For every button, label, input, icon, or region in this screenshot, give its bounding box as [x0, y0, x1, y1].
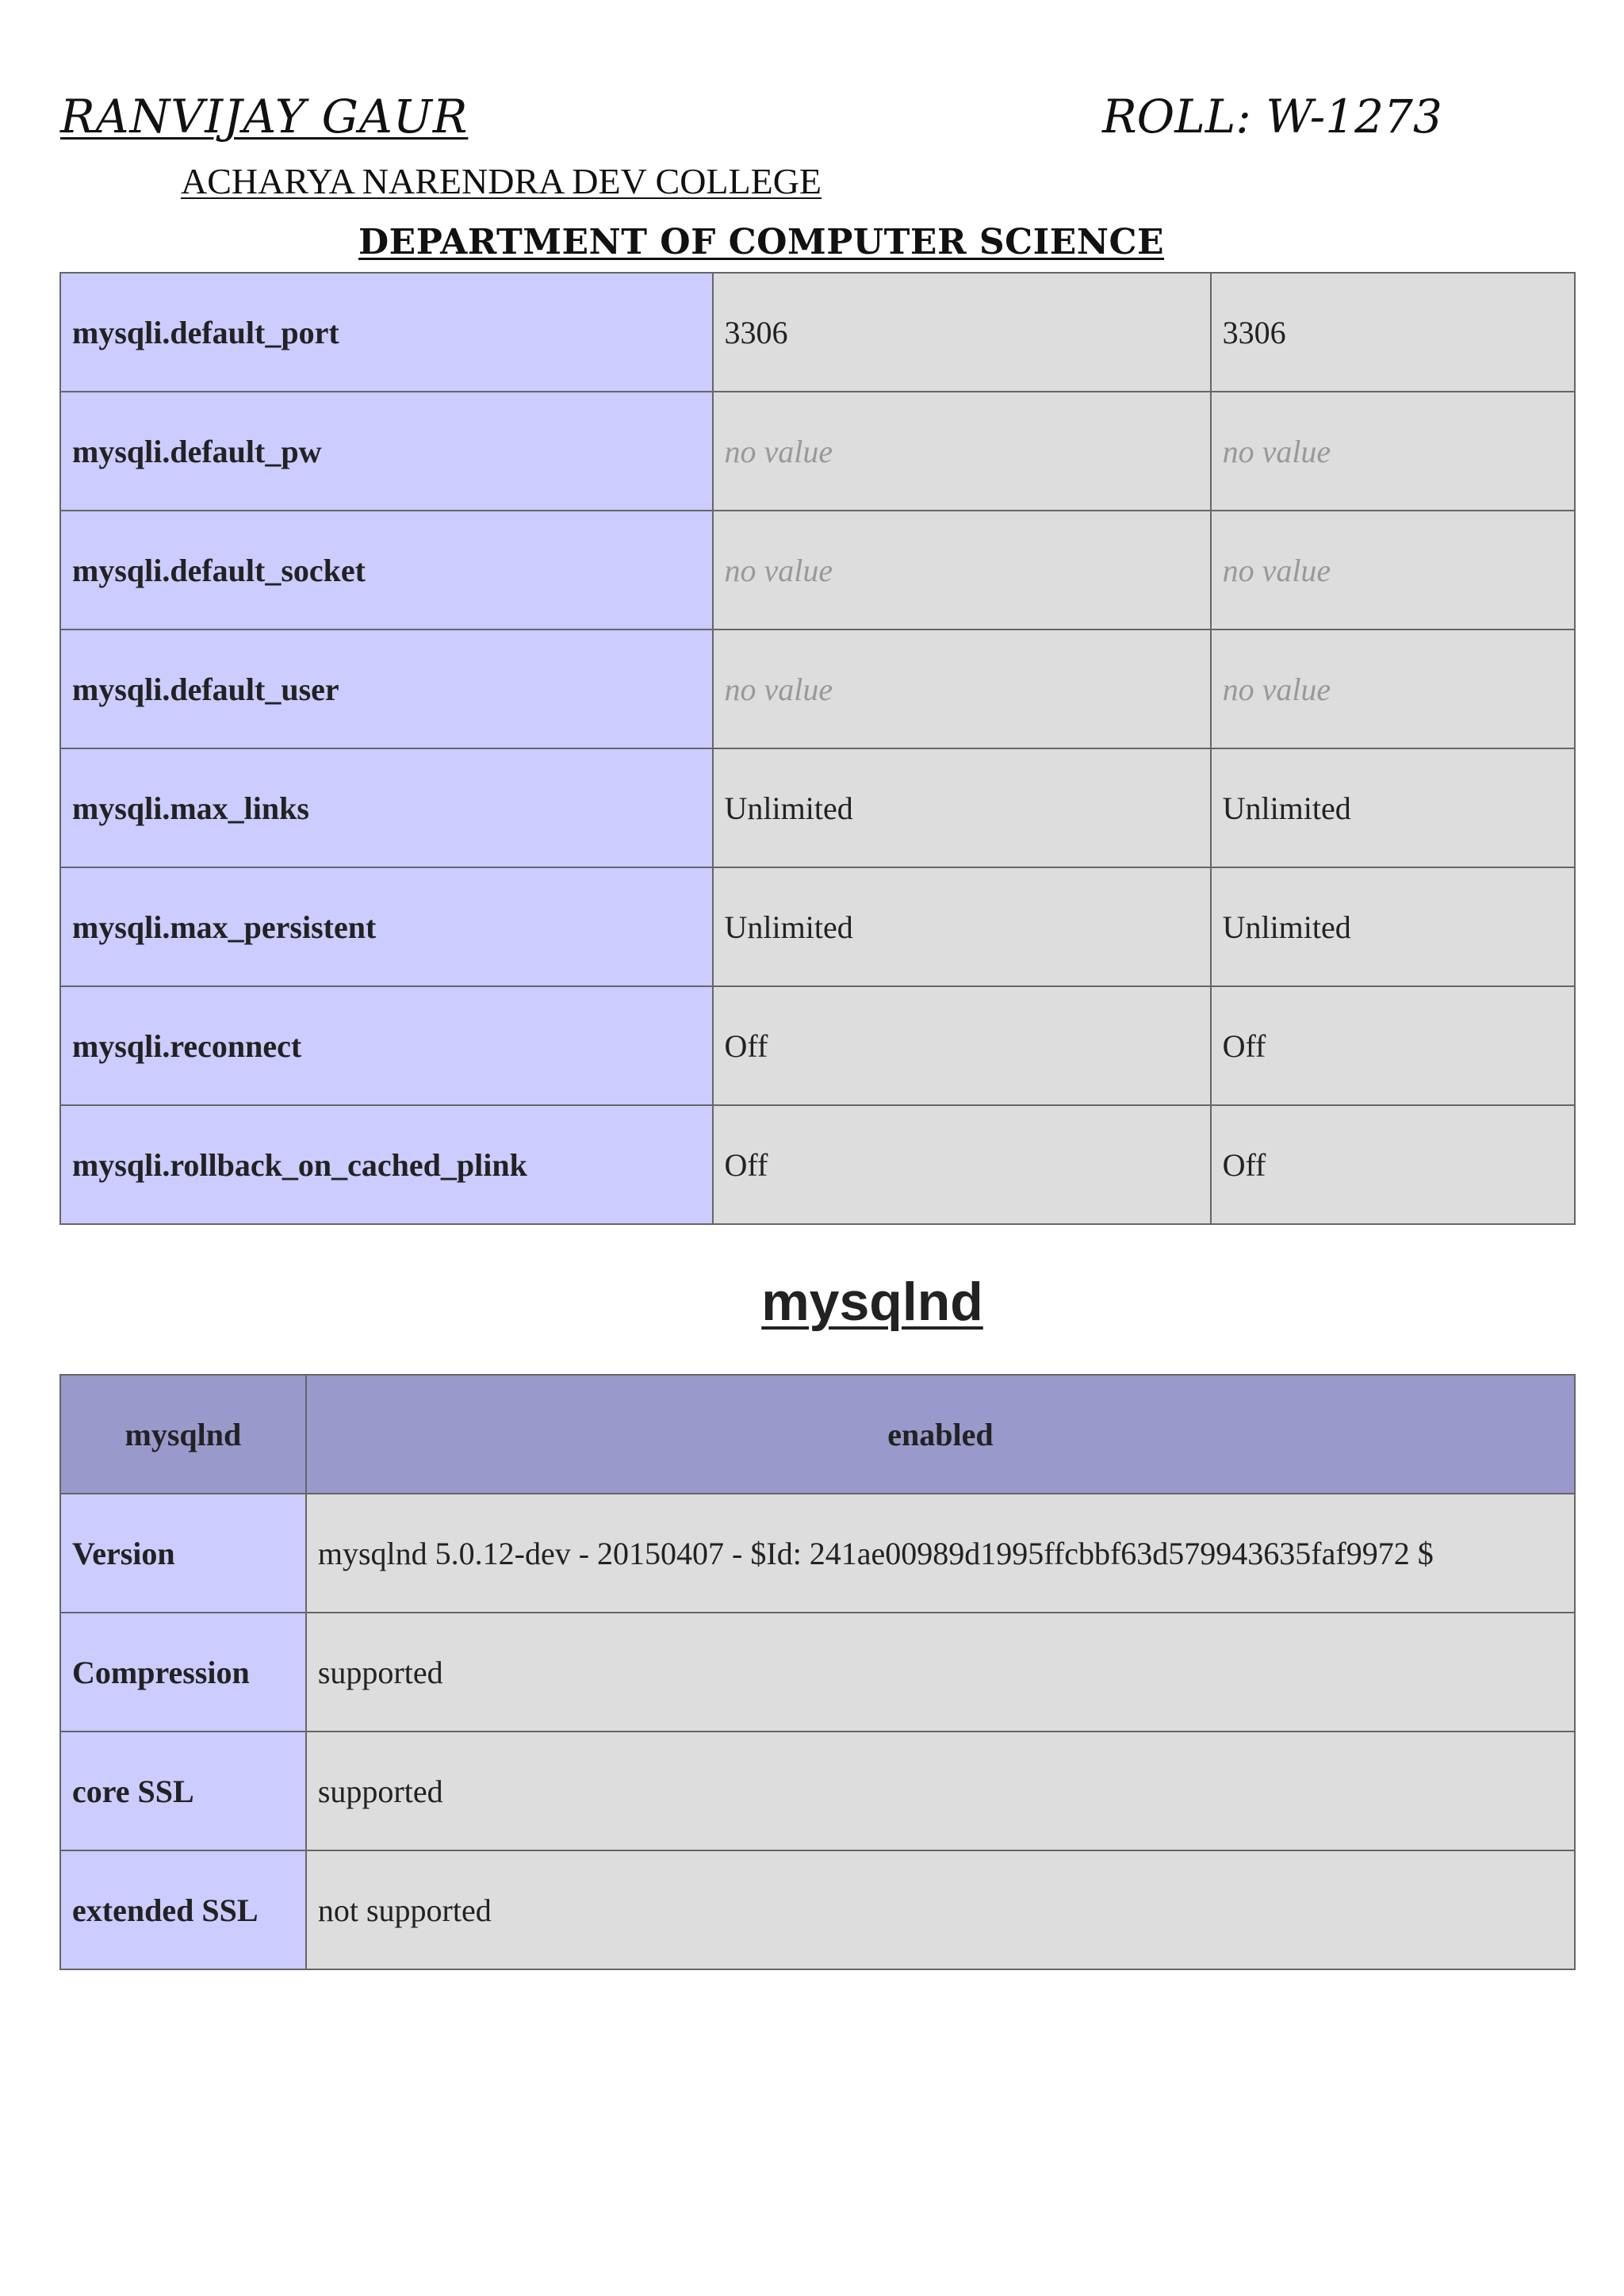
directive-name: mysqli.default_port — [60, 273, 713, 392]
row-value: mysqlnd 5.0.12-dev - 20150407 - $Id: 241ae00989d1995ffcbbf63d579943635faf9972 $ — [306, 1494, 1575, 1613]
header-key: mysqlnd — [60, 1375, 306, 1494]
directive-name: mysqli.rollback_on_cached_plink — [60, 1105, 713, 1224]
table-row — [60, 1105, 1575, 1224]
table-row — [60, 748, 1575, 867]
local-value: no value — [713, 629, 1211, 748]
table-row — [60, 511, 1575, 629]
mysqli-directives-table — [59, 272, 1576, 1225]
local-value: Off — [713, 986, 1211, 1105]
table-row — [60, 392, 1575, 511]
table-row — [60, 867, 1575, 986]
row-key: core SSL — [60, 1732, 306, 1850]
local-value: no value — [713, 511, 1211, 629]
header-value: enabled — [306, 1375, 1575, 1494]
table-header-row — [60, 1375, 1575, 1494]
row-key: Version — [60, 1494, 306, 1613]
local-value: 3306 — [713, 273, 1211, 392]
directive-name: mysqli.default_user — [60, 629, 713, 748]
table-row — [60, 1613, 1575, 1732]
local-value: no value — [713, 392, 1211, 511]
directive-name: mysqli.max_links — [60, 748, 713, 867]
directive-name: mysqli.max_persistent — [60, 867, 713, 986]
local-value: Unlimited — [713, 867, 1211, 986]
master-value: Off — [1211, 986, 1575, 1105]
master-value: no value — [1211, 629, 1575, 748]
table-row — [60, 1850, 1575, 1969]
master-value: no value — [1211, 392, 1575, 511]
directive-name: mysqli.default_socket — [60, 511, 713, 629]
master-value: Off — [1211, 1105, 1575, 1224]
table-row — [60, 986, 1575, 1105]
row-key: Compression — [60, 1613, 306, 1732]
mysqlnd-section-title: mysqlnd — [761, 1272, 983, 1332]
local-value: Unlimited — [713, 748, 1211, 867]
table-row — [60, 1732, 1575, 1850]
directive-name: mysqli.reconnect — [60, 986, 713, 1105]
local-value: Off — [713, 1105, 1211, 1224]
mysqlnd-table — [59, 1374, 1576, 1970]
table-row — [60, 629, 1575, 748]
directive-name: mysqli.default_pw — [60, 392, 713, 511]
student-name: RANVIJAY GAUR — [60, 90, 469, 144]
master-value: 3306 — [1211, 273, 1575, 392]
department-name: DEPARTMENT OF COMPUTER SCIENCE — [358, 222, 1165, 262]
master-value: Unlimited — [1211, 748, 1575, 867]
row-value: not supported — [306, 1850, 1575, 1969]
master-value: no value — [1211, 511, 1575, 629]
table-row — [60, 1494, 1575, 1613]
master-value: Unlimited — [1211, 867, 1575, 986]
roll-number: ROLL: W-1273 — [1102, 90, 1442, 144]
row-key: extended SSL — [60, 1850, 306, 1969]
row-value: supported — [306, 1732, 1575, 1850]
table-row — [60, 273, 1575, 392]
row-value: supported — [306, 1613, 1575, 1732]
college-name: ACHARYA NARENDRA DEV COLLEGE — [181, 161, 822, 201]
